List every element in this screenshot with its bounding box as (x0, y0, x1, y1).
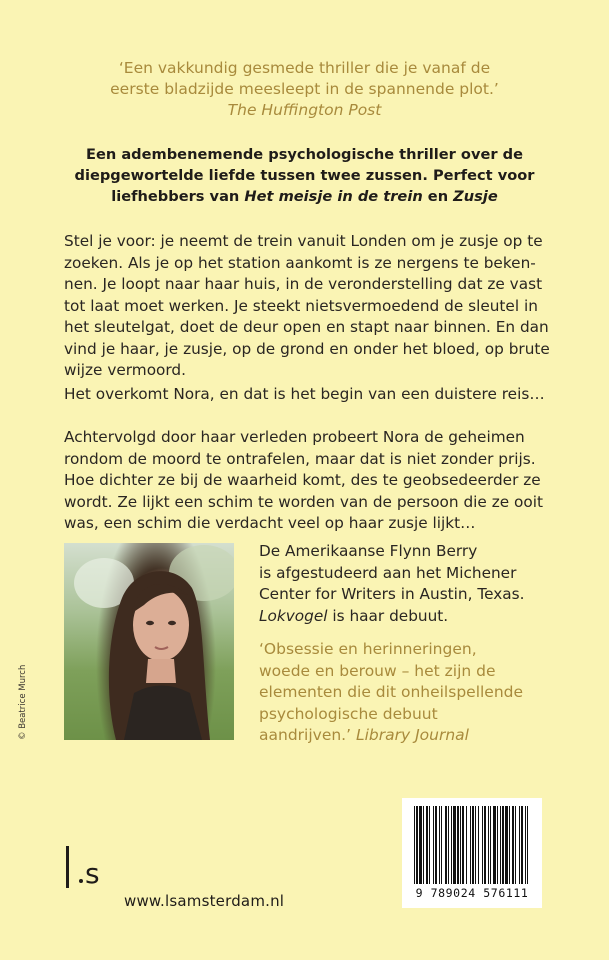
synopsis-paragraph-1 (64, 231, 554, 382)
synopsis-p1-line: wijze vermoord. (64, 361, 187, 379)
top-quote-line-2: eerste bladzijde meesleept in de spannende plot.’ (110, 80, 499, 98)
barcode-bar (488, 806, 489, 884)
barcode-bar (448, 806, 449, 884)
author-portrait-illustration (64, 543, 234, 740)
barcode-bar (419, 806, 422, 884)
bottom-quote-line-2: woede en berouw – het zijn de (259, 661, 496, 680)
barcode-bar (515, 806, 516, 884)
tagline-title-2: Zusje (453, 188, 498, 205)
barcode-bar (439, 806, 440, 884)
bio-line-4 (259, 606, 559, 628)
barcode (402, 798, 542, 908)
publisher-website: www.lsamsterdam.nl (124, 892, 285, 910)
barcode-bars (412, 806, 532, 886)
bio-book-title: Lokvogel (259, 606, 328, 625)
bottom-review-quote (259, 639, 559, 747)
barcode-bar (475, 806, 476, 884)
barcode-bar (512, 806, 514, 884)
barcode-bar (493, 806, 496, 884)
barcode-bar (505, 806, 508, 884)
logo-s: s (85, 857, 100, 890)
bio-line-3: Center for Writers in Austin, Texas. (259, 585, 525, 603)
barcode-bar (457, 806, 459, 884)
barcode-bar (490, 806, 491, 884)
barcode-bar (484, 806, 486, 884)
logo-l-bar (66, 846, 69, 888)
synopsis-p1-line: het sleutelgat, doet de deur open en stapt naar binnen. En dan (64, 318, 549, 336)
barcode-bar (478, 806, 479, 884)
bottom-quote-line-5 (259, 725, 559, 747)
author-bio (259, 541, 559, 627)
synopsis-paragraph-2: Het overkomt Nora, en dat is het begin van een duistere reis… (64, 385, 545, 403)
bottom-quote-line-4: psychologische debuut (259, 704, 438, 723)
barcode-bar (451, 806, 452, 884)
tagline-line-3 (40, 186, 569, 207)
barcode-bar (423, 806, 424, 884)
book-tagline (40, 144, 569, 207)
tagline-title-1: Het meisje in de trein (244, 188, 423, 205)
barcode-bar (519, 806, 520, 884)
barcode-bar (500, 806, 501, 884)
synopsis-p3-line: rondom de moord te ontrafelen, maar dat is niet zonder prijs. (64, 449, 536, 468)
tagline-connector: en (422, 188, 454, 205)
barcode-bar (414, 806, 415, 884)
bio-line-2: is afgestudeerd aan het Michener (259, 563, 517, 582)
tagline-line-3-start: liefhebbers van (111, 188, 245, 205)
isbn-digits: 9 789024 576111 (415, 886, 529, 900)
bottom-quote-line-1: ‘Obsessie en herinneringen, (259, 640, 477, 658)
barcode-bar (470, 806, 471, 884)
bio-line-4-rest: is haar debuut. (327, 606, 449, 625)
barcode-bar (435, 806, 437, 884)
barcode-bar (416, 806, 418, 884)
synopsis-p1-line: nen. Je loopt naar haar huis, in de veronderstelling dat ze vast (64, 275, 543, 293)
barcode-bar (521, 806, 523, 884)
synopsis-p1-line: zoeken. Als je op het station aankomt is ze nergens te beken- (64, 253, 536, 272)
logo-dot (79, 879, 83, 883)
barcode-bar (527, 806, 528, 884)
synopsis-paragraph-3 (64, 427, 554, 535)
barcode-bar (509, 806, 510, 884)
synopsis-p1-line: Stel je voor: je neemt de trein vanuit Londen om je zusje op te (64, 232, 543, 250)
publisher-logo (62, 846, 112, 906)
barcode-bar (426, 806, 428, 884)
barcode-bar (445, 806, 447, 884)
tagline-line-1: Een adembenemende psychologische thriller over de (86, 146, 523, 163)
barcode-bar (433, 806, 434, 884)
barcode-bar (462, 806, 464, 884)
top-quote-line-1: ‘Een vakkundig gesmede thriller die je vanaf de (118, 59, 491, 77)
synopsis-p3-line: wordt. Ze lijkt een schim te worden van de persoon die ze ooit (64, 492, 543, 511)
top-review-quote (40, 58, 569, 121)
synopsis-p1-line: vind je haar, je zusje, op de grond en onder het bloed, op brute (64, 339, 550, 358)
top-quote-source: The Huffington Post (227, 101, 382, 119)
synopsis-p3-line: Achtervolgd door haar verleden probeert Nora de geheimen (64, 428, 525, 446)
barcode-bar (460, 806, 461, 884)
bio-line-1: De Amerikaanse Flynn Berry (259, 542, 478, 560)
barcode-bar (453, 806, 456, 884)
barcode-bar (441, 806, 442, 884)
bottom-quote-source: Library Journal (355, 726, 469, 744)
barcode-bar (472, 806, 474, 884)
barcode-bar (482, 806, 483, 884)
photo-credit: © Beatrice Murch (18, 664, 28, 740)
barcode-bar (466, 806, 467, 884)
barcode-bar (502, 806, 504, 884)
barcode-bar (525, 806, 526, 884)
author-photo (64, 543, 234, 740)
synopsis-p3-line: Hoe dichter ze bij de waarheid komt, des te geobsedeerder ze (64, 471, 541, 489)
bottom-quote-line-5-text: aandrijven.’ (259, 726, 356, 744)
synopsis-p1-line: tot laat moet werken. Je steekt nietsvermoedend de sleutel in (64, 296, 538, 315)
bottom-quote-line-3: elementen die dit onheilspellende (259, 683, 524, 701)
barcode-bar (429, 806, 430, 884)
synopsis-p3-line: was, een schim die verdacht veel op haar zusje lijkt… (64, 514, 476, 532)
barcode-bar (497, 806, 498, 884)
tagline-line-2: diepgewortelde liefde tussen twee zussen. Perfect voor (74, 167, 535, 184)
